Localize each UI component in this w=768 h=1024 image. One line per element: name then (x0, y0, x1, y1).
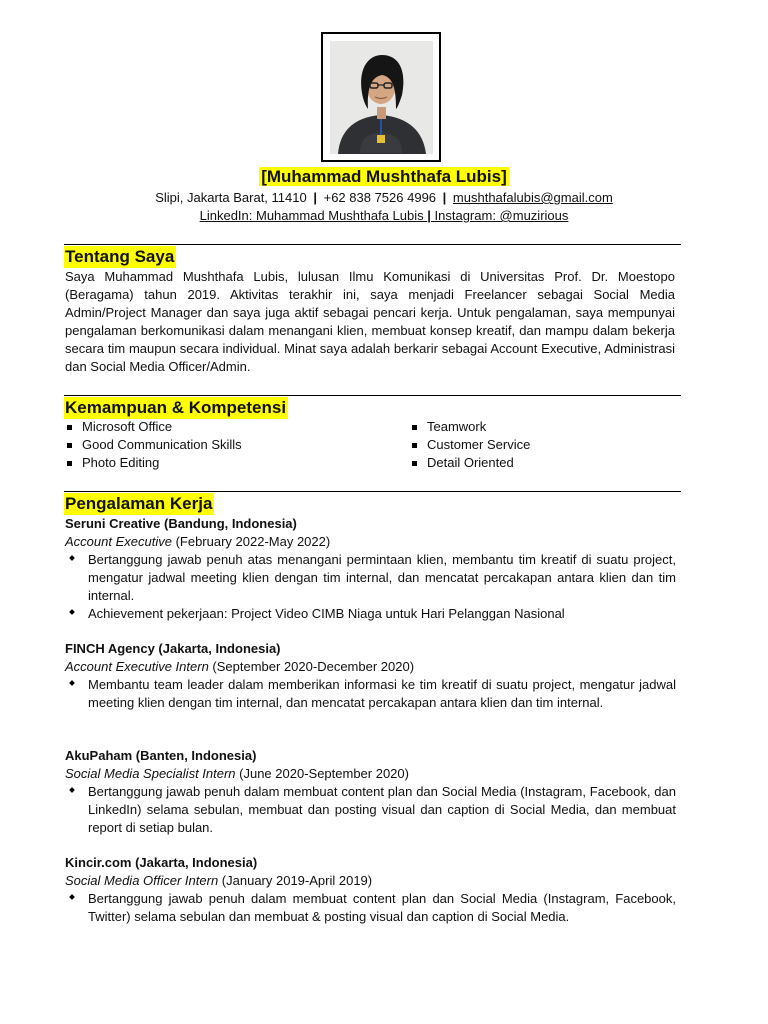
job-title-line (65, 533, 676, 551)
job-period: (June 2020-September 2020) (235, 766, 409, 781)
job-role: Account Executive Intern (65, 659, 209, 674)
job-period: (September 2020-December 2020) (208, 659, 415, 674)
section-title-experience: Pengalaman Kerja (65, 494, 213, 513)
job-title-line (65, 658, 676, 676)
skill-item: Customer Service (410, 436, 670, 454)
profile-photo-frame (321, 32, 441, 162)
company-name: FINCH Agency (Jakarta, Indonesia) (65, 641, 281, 656)
contact-line (0, 189, 768, 207)
job-bullet: Membantu team leader dalam memberikan informasi ke tim kreatif di suatu project, mengatur jadwal meeting klien dengan tim internal, dan mencatat percakapan antara klien dan tim internal. (65, 676, 676, 712)
skill-item: Detail Oriented (410, 454, 670, 472)
skill-item: Teamwork (410, 418, 670, 436)
job-bullet: Achievement pekerjaan: Project Video CIMB Niaga untuk Hari Pelanggan Nasional (65, 605, 676, 623)
job-bullets (65, 890, 676, 926)
social-links-line (0, 207, 768, 225)
job-role: Account Executive (65, 534, 172, 549)
company-name: Seruni Creative (Bandung, Indonesia) (65, 516, 297, 531)
job-entry (65, 515, 676, 623)
section-title-about: Tentang Saya (65, 247, 175, 266)
skills-list-left (65, 418, 385, 472)
job-entry (65, 854, 676, 926)
separator: | (313, 190, 317, 205)
address: Slipi, Jakarta Barat, 11410 (155, 190, 307, 205)
skill-item: Good Communication Skills (65, 436, 385, 454)
job-period: (February 2022-May 2022) (171, 534, 331, 549)
skills-list-right (410, 418, 670, 472)
company-name: Kincir.com (Jakarta, Indonesia) (65, 855, 258, 870)
job-bullet: Bertanggung jawab penuh dalam membuat content plan dan Social Media (Instagram, Facebook, dan LinkedIn) selama sebulan, membuat dan posting visual dan caption di Social Media, dan membuat report di setiap bulan. (65, 783, 676, 837)
section-title-skills: Kemampuan & Kompetensi (65, 398, 287, 417)
person-illustration (330, 41, 433, 154)
skill-item: Microsoft Office (65, 418, 385, 436)
separator: | (442, 190, 447, 205)
linkedin-link[interactable]: LinkedIn: Muhammad Mushthafa Lubis (199, 208, 428, 223)
section-divider (64, 244, 681, 245)
job-bullets (65, 551, 676, 623)
email-link[interactable]: mushthafalubis@gmail.com (452, 190, 613, 205)
job-entry (65, 640, 676, 712)
phone-number: +62 838 7526 4996 (323, 190, 437, 205)
skill-item: Photo Editing (65, 454, 385, 472)
separator: | (427, 208, 431, 223)
job-period: (January 2019-April 2019) (218, 873, 373, 888)
job-title-line (65, 872, 676, 890)
job-title-line (65, 765, 676, 783)
job-bullet: Bertanggung jawab penuh atas menangani permintaan klien, membantu tim kreatif di suatu project, mengatur jadwal meeting klien dengan tim internal, dan mencatat percakapan antara klien dan tim internal. (65, 551, 676, 605)
job-entry (65, 747, 676, 837)
job-role: Social Media Specialist Intern (65, 766, 236, 781)
candidate-name-text: [Muhammad Mushthafa Lubis] (261, 167, 507, 186)
job-bullet: Bertanggung jawab penuh dalam membuat content plan dan Social Media (Instagram, Facebook, Twitter) selama sebulan dan membuat & posting visual dan caption di Social Media. (65, 890, 676, 926)
job-role: Social Media Officer Intern (65, 873, 219, 888)
instagram-link[interactable]: Instagram: @muzirious (430, 208, 569, 223)
about-paragraph: Saya Muhammad Mushthafa Lubis, lulusan Ilmu Komunikasi di Universitas Prof. Dr. Moestopo (Beragama) tahun 2019. Aktivitas terakhir ini, saya menjadi Freelancer sebagai Social Media Admin/Project Manager dan saya juga aktif sebagai pencari kerja. Untuk pengalaman, saya mempunyai pengalaman berkomunikasi dalam menangani klien, membuat konsep kreatif, dan mampu dalam bekerja secara tim maupun secara individual. Minat saya adalah berkarir sebagai Account Executive, Administrasi dan Social Media Officer/Admin. (65, 269, 675, 374)
profile-photo (330, 41, 433, 154)
section-divider (64, 491, 681, 492)
job-bullets (65, 783, 676, 837)
company-name: AkuPaham (Banten, Indonesia) (65, 748, 257, 763)
job-bullets (65, 676, 676, 712)
candidate-name (0, 166, 768, 188)
section-divider (64, 395, 681, 396)
